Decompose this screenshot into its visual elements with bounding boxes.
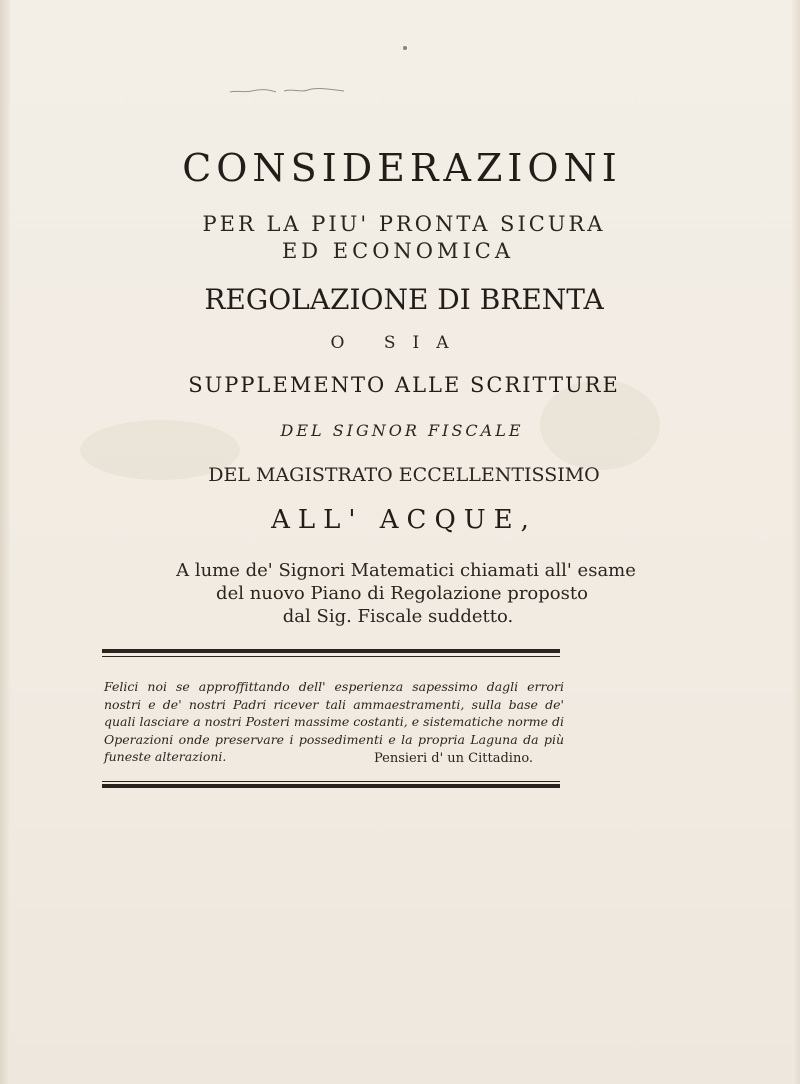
bottom-double-rule	[102, 781, 560, 788]
main-title: CONSIDERAZIONI	[182, 146, 622, 190]
acque-line: ALL' ACQUE,	[271, 505, 537, 535]
lume-line-2: del nuovo Piano di Regolazione proposto	[216, 583, 588, 604]
subtitle-line-2: ED ECONOMICA	[281, 239, 515, 263]
regolazione-heading: REGOLAZIONE DI BRENTA	[204, 283, 604, 316]
epigraph-attribution: Pensieri d' un Cittadino.	[374, 751, 534, 766]
magistrato-line: DEL MAGISTRATO ECCELLENTISSIMO	[208, 464, 600, 486]
faint-handwriting-mark	[228, 84, 348, 96]
top-double-rule	[102, 649, 560, 657]
ink-spot	[403, 46, 407, 50]
lume-line-3: dal Sig. Fiscale suddetto.	[282, 606, 514, 627]
supplemento-line: SUPPLEMENTO ALLE SCRITTURE	[188, 373, 620, 397]
osia-line: O SIA	[330, 333, 466, 353]
subtitle-line-1: PER LA PIU' PRONTA SICURA	[202, 212, 606, 236]
del-signor-line: DEL SIGNOR FISCALE	[280, 421, 524, 440]
lume-line-1: A lume de' Signori Matematici chiamati all' esame	[176, 560, 636, 581]
epigraph-text: Felici noi se approffittando dell' esperienza sapessimo dagli errori nostri e de' nostri Padri ricever tali ammaestramenti, sulla base de' quali lasciare a nostri Posteri massime costanti, e sistematiche norme di Operazioni onde preservare i possedimenti e la propria Laguna da più funeste alterazioni.	[104, 679, 564, 764]
